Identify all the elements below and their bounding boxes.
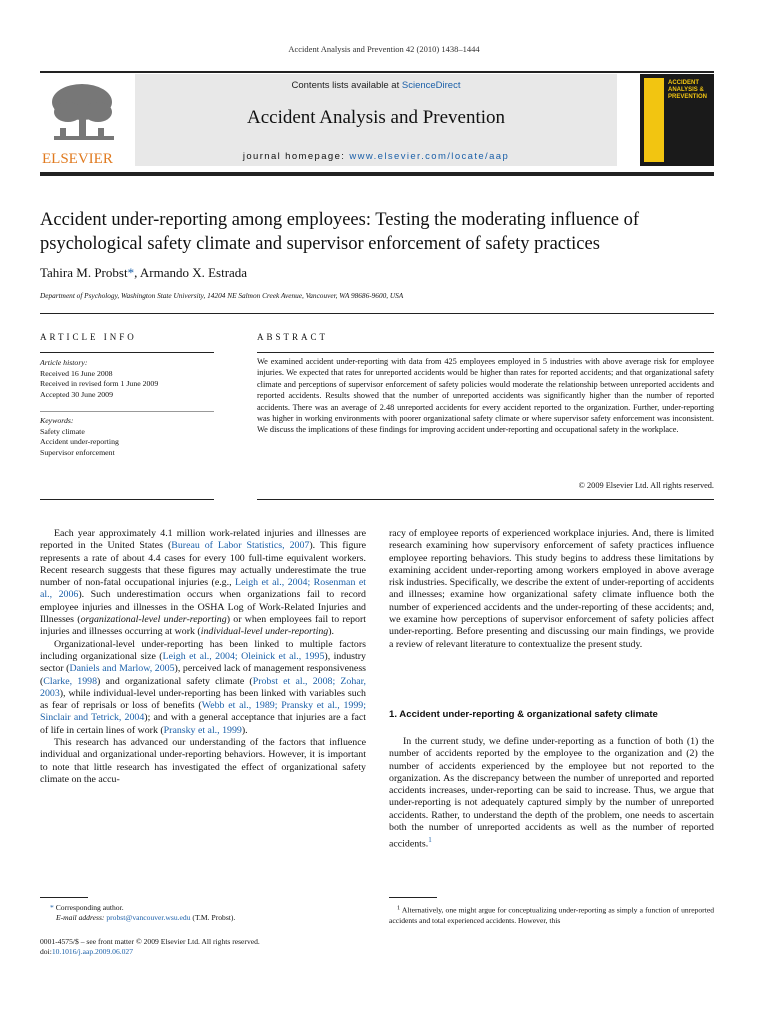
footnote-text: Alternatively, one might argue for conceptualizing under-reporting as simply a function of unreported accidents and total experienced accidents. However, this xyxy=(389,905,714,925)
masthead-rule xyxy=(40,172,714,176)
author-separator: , xyxy=(134,265,140,280)
homepage-link[interactable]: www.elsevier.com/locate/aap xyxy=(349,151,510,162)
text-run: ). Such underestimation occurs when organizations fail to record employee injuries and illnesses in the OSHA Log of Work-Related Injuries and Illnesses ( xyxy=(40,589,366,626)
front-matter xyxy=(40,937,380,957)
email-label: E-mail address: xyxy=(56,913,107,922)
keyword-item: Safety climate xyxy=(40,426,85,436)
author-name: Tahira M. Probst xyxy=(40,265,128,280)
text-run: ). This figure represents a rate of about 4.4 cases for every 100 full-time equivalent workers. Recent research suggests that these figures may actually underestimate the true number of non-fatal occupational injuries (e.g., xyxy=(40,540,366,589)
history-item: Received 16 June 2008 xyxy=(40,368,113,378)
emphasis: individual-level under-reporting xyxy=(200,626,329,638)
footnote-rule xyxy=(389,897,437,898)
citation-link[interactable]: Bureau of Labor Statistics, 2007 xyxy=(171,540,310,552)
footnote-number xyxy=(389,906,400,915)
citation-link[interactable]: Pransky et al., 1999 xyxy=(163,724,242,736)
info-rule xyxy=(40,352,214,353)
abstract-rule xyxy=(257,352,714,353)
body-left-column xyxy=(40,528,366,786)
keywords xyxy=(40,416,214,458)
history-rule xyxy=(40,411,214,412)
journal-title: Accident Analysis and Prevention xyxy=(246,107,506,128)
text-run: ); and with a general acceptance that injuries are a fact of life in certain lines of work ( xyxy=(40,712,366,736)
history-item: Received in revised form 1 June 2009 xyxy=(40,379,159,388)
info-top-rule xyxy=(40,313,714,314)
section-heading: 1. Accident under-reporting & organizational safety climate xyxy=(389,709,658,720)
contents-prefix: Contents lists available at xyxy=(291,80,402,91)
section-body xyxy=(389,736,714,851)
body-right-column xyxy=(389,528,714,651)
author-list xyxy=(40,265,247,281)
text-run: ) or when employees fail to report injuries and illnesses occurring at work ( xyxy=(40,614,366,638)
email-link[interactable]: probst@vancouver.wsu.edu xyxy=(106,913,191,922)
info-bottom-rule xyxy=(40,499,214,500)
elsevier-tree-icon xyxy=(40,78,130,166)
footnote-rule xyxy=(40,897,88,898)
text-run: In the current study, we define under-reporting as a function of both (1) the number of accidents reported by the employee to the organization and (2) the number of accidents experienced by the employee but not reported to the organization. As the discrepancy between the number of unreported and reported accidents increases, under-reporting can be said to increase. Thus, we argue that under-reporting is not adequately captured simply by the number of unreported accidents. Rather, to understand the depth of the problem, one needs to ascertain both the number of unreported accidents as well as the number of reported accidents. xyxy=(389,736,714,850)
paragraph xyxy=(389,736,714,851)
cover-stripe xyxy=(644,78,664,162)
keyword-item: Accident under-reporting xyxy=(40,437,119,446)
paragraph xyxy=(40,639,366,737)
paragraph xyxy=(40,528,366,639)
abstract-heading: ABSTRACT xyxy=(257,332,329,342)
elsevier-wordmark: ELSEVIER xyxy=(42,151,113,166)
keywords-label: Keywords: xyxy=(40,416,74,425)
journal-citation: Accident Analysis and Prevention 42 (2010) 1438–1444 xyxy=(288,44,480,54)
corresponding-footnote xyxy=(40,903,366,923)
footnote-text: Corresponding author. xyxy=(55,903,124,912)
elsevier-logo xyxy=(40,78,130,166)
emphasis: organizational-level under-reporting xyxy=(80,614,227,626)
issn-line: 0001-4575/$ – see front matter © 2009 Elsevier Ltd. All rights reserved. xyxy=(40,937,260,946)
article-info-heading: ARTICLE INFO xyxy=(40,332,137,342)
history-label: Article history: xyxy=(40,358,88,367)
author-name: Armando X. Estrada xyxy=(139,265,248,280)
footnote-line xyxy=(40,913,366,923)
article-title: Accident under-reporting among employees: Testing the moderating influence of psychological safety climate and supervisor enforcement of safety practices xyxy=(40,210,640,254)
paragraph: This research has advanced our understanding of the factors that influence individual and organizational under-reporting behaviors. However, it is important to note that little research has investigated the effect of organizational safety climate on the accu- xyxy=(40,737,366,785)
header-rule xyxy=(40,71,714,73)
text-run: ). xyxy=(241,724,248,736)
history-item: Accepted 30 June 2009 xyxy=(40,389,113,399)
keyword-item: Supervisor enforcement xyxy=(40,447,115,457)
citation-link[interactable]: Probst et al., 2008; Zohar, 2003 xyxy=(40,675,367,699)
text-run: ). xyxy=(328,626,334,638)
text-run: ) and organizational safety climate ( xyxy=(97,675,253,687)
abstract-bottom-rule xyxy=(257,499,714,500)
text-run: ), while individual-level under-reporting has been linked with variables such as fear of reprisals or loss of benefits ( xyxy=(40,687,366,712)
footnote-line xyxy=(40,903,366,913)
doi-line xyxy=(40,947,380,957)
corresponding-mark[interactable]: * xyxy=(127,265,135,280)
article-history xyxy=(40,358,214,400)
doi-link[interactable]: 10.1016/j.aap.2009.06.027 xyxy=(51,947,134,956)
affiliation: Department of Psychology, Washington State University, 14204 NE Salmon Creek Avenue, Vancouver, WA 98686-9600, USA xyxy=(40,291,404,300)
citation-link[interactable]: Daniels and Marlow, 2005 xyxy=(69,663,175,675)
cover-title: ACCIDENT ANALYSIS & PREVENTION xyxy=(668,80,708,100)
text-run: ), industry sector ( xyxy=(40,650,366,675)
abstract-text: We examined accident under-reporting with data from 425 employees employed in 5 industries with above average risk for employee injuries. We expected that rates for unreported accidents would be higher than rates for reported accidents; and that organizational safety climate and perceptions of supervisor enforcement of safety policies would moderate the relationship between unreported accidents and reported accidents. Results showed that the number of unreported accidents was significantly higher than the number of reported accidents. There was an average of 2.48 unreported accidents for every accident reported to the organization. Further, under-reporting was higher in working environments with poorer organizational safety climate or where supervisor safety enforcement was inconsistent. We discuss the implications of these findings for improving accident under-reporting and occupational safety in the workplace. xyxy=(257,357,714,435)
sciencedirect-link[interactable]: ScienceDirect xyxy=(401,80,461,91)
doi-label: doi: xyxy=(40,947,52,956)
text-run: ), perceived lack of management responsiveness ( xyxy=(40,663,367,687)
footnote-ref[interactable]: 1 xyxy=(428,836,432,845)
citation-link[interactable]: Leigh et al., 2004; Oleinick et al., 1995 xyxy=(162,650,325,662)
paragraph: racy of employee reports of experienced workplace injuries. And, there is limited research examining how supervisory enforcement of safety practices influence employee reporting behaviors. This study begins to address these limitations by examining accident under-reporting among workers employed in above average risk industries. Specifically, we describe the extent of under-reporting of accidents and illnesses; examine how organizational safety climate influence both the number of experienced accidents and the under-reporting of these accidents; and, we examine how perceptions of supervisor enforcement of safety policies affect under-reporting. Before presenting and discussing our main findings, we provide a review of relevant literature to contextualize the present study. xyxy=(389,528,714,650)
abstract-copyright: © 2009 Elsevier Ltd. All rights reserved. xyxy=(578,481,714,490)
footnote-num: 1 xyxy=(397,904,401,911)
footnote-1 xyxy=(389,903,714,926)
citation-link[interactable]: Webb et al., 1989; Pransky et al., 1999; Sinclair and Tetrick, 2004 xyxy=(40,700,366,724)
citation-link[interactable]: Leigh et al., 2004; Rosenman et al., 2006 xyxy=(40,577,366,601)
footnote-text: (T.M. Probst). xyxy=(190,913,236,922)
homepage-prefix: journal homepage: xyxy=(242,151,350,162)
footnote-mark: * xyxy=(50,903,54,912)
citation-link[interactable]: Clarke, 1998 xyxy=(43,675,98,687)
text-run: Organizational-level under-reporting has been linked to multiple factors including organizational size ( xyxy=(40,638,366,662)
journal-homepage xyxy=(135,151,617,162)
text-run: Each year approximately 4.1 million work-related injuries and illnesses are reported in the United States ( xyxy=(40,528,366,552)
contents-line xyxy=(135,80,617,91)
